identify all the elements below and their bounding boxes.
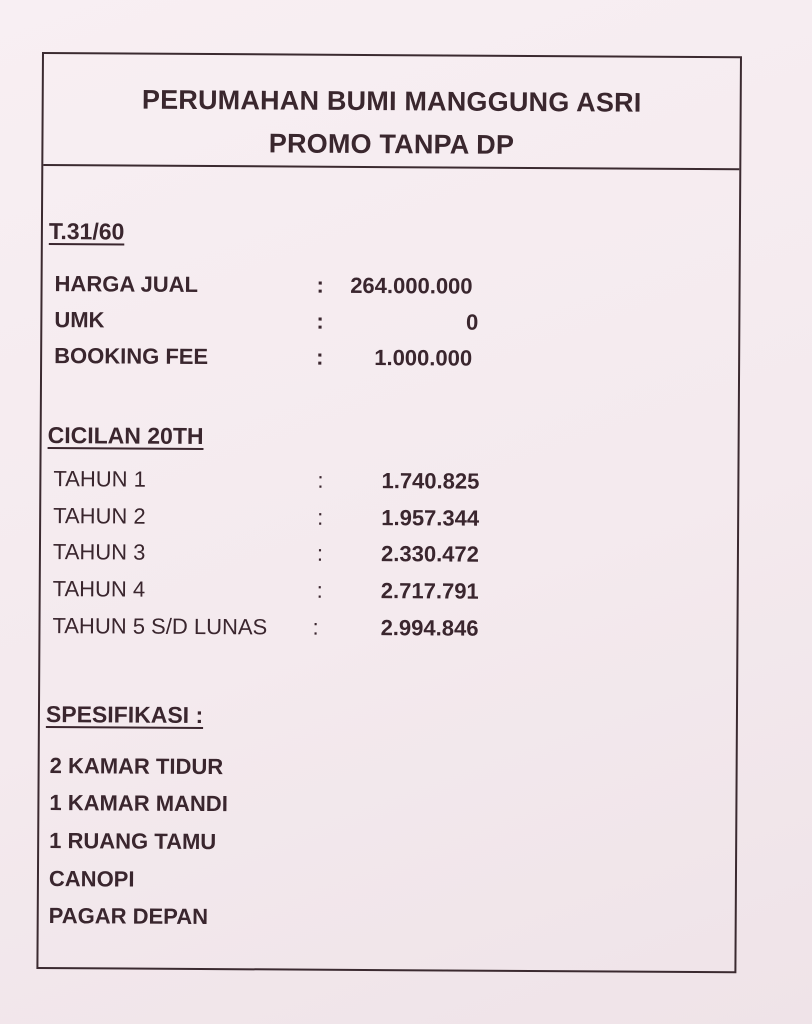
row-colon: : — [316, 540, 324, 566]
row-value: 2.330.472 — [380, 541, 480, 567]
row-colon: : — [316, 577, 323, 603]
document-frame — [36, 52, 742, 973]
row-colon: : — [316, 344, 324, 370]
row-label: TAHUN 2 — [53, 503, 146, 529]
row-colon: : — [316, 308, 324, 334]
row-label: TAHUN 3 — [52, 539, 146, 565]
installment-title: CICILAN 20TH — [47, 422, 204, 449]
row-value: 0 — [466, 309, 479, 335]
row-colon: : — [317, 467, 324, 493]
spec-item: 2 KAMAR TIDUR — [49, 753, 224, 780]
row-value: 1.000.000 — [374, 345, 473, 371]
spec-title: SPESIFIKASI : — [45, 701, 204, 728]
row-label: TAHUN 4 — [52, 576, 146, 602]
header-title: PERUMAHAN BUMI MANGGUNG ASRI — [141, 84, 642, 118]
document-header — [43, 54, 740, 170]
row-label: BOOKING FEE — [54, 343, 209, 370]
spec-item: PAGAR DEPAN — [48, 903, 209, 930]
row-colon: : — [312, 614, 319, 640]
row-colon: : — [317, 504, 324, 530]
unit-type-title: T.31/60 — [48, 218, 125, 245]
row-label: TAHUN 1 — [53, 466, 146, 492]
row-colon: : — [316, 272, 324, 298]
row-value: 1.957.344 — [381, 505, 480, 531]
row-value: 264.000.000 — [350, 272, 473, 299]
header-subtitle: PROMO TANPA DP — [268, 128, 515, 160]
row-label: UMK — [54, 307, 105, 333]
row-value: 1.740.825 — [381, 468, 480, 494]
row-label: TAHUN 5 S/D LUNAS — [52, 613, 268, 640]
spec-item: CANOPI — [48, 866, 135, 892]
row-value: 2.994.846 — [380, 615, 479, 641]
row-label: HARGA JUAL — [54, 271, 199, 297]
spec-item: 1 RUANG TAMU — [49, 828, 217, 855]
spec-item: 1 KAMAR MANDI — [49, 790, 228, 817]
row-value: 2.717.791 — [380, 578, 479, 604]
